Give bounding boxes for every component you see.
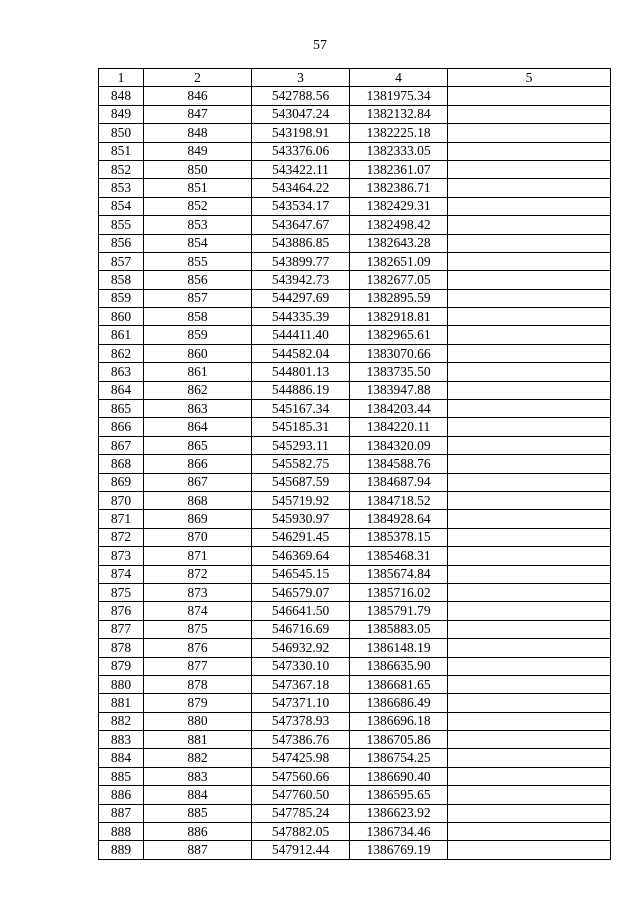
table-cell: 858: [144, 308, 252, 326]
table-cell: 872: [99, 528, 144, 546]
table-cell: 874: [144, 602, 252, 620]
table-cell: 546716.69: [252, 620, 350, 638]
table-cell: 849: [99, 105, 144, 123]
table-cell: 1382333.05: [350, 142, 448, 160]
table-row: [99, 179, 611, 197]
table-cell: 1385378.15: [350, 528, 448, 546]
table-cell: [448, 823, 611, 841]
table-cell: 866: [144, 455, 252, 473]
table-cell: 853: [144, 216, 252, 234]
table-row: [99, 160, 611, 178]
table-cell: 546579.07: [252, 583, 350, 601]
table-cell: 544801.13: [252, 363, 350, 381]
table-cell: [448, 179, 611, 197]
table-cell: 875: [99, 583, 144, 601]
table-cell: 848: [99, 87, 144, 105]
column-header: 1: [99, 69, 144, 87]
table-cell: 545167.34: [252, 400, 350, 418]
table-cell: 546291.45: [252, 528, 350, 546]
table-cell: 545930.97: [252, 510, 350, 528]
table-cell: 1384687.94: [350, 473, 448, 491]
table-cell: 884: [144, 786, 252, 804]
table-cell: 544411.40: [252, 326, 350, 344]
table-cell: 852: [99, 160, 144, 178]
table-cell: 856: [99, 234, 144, 252]
table-cell: 860: [99, 308, 144, 326]
table-cell: 850: [144, 160, 252, 178]
table-cell: 1386734.46: [350, 823, 448, 841]
table-cell: 885: [99, 767, 144, 785]
table-row: [99, 216, 611, 234]
table-cell: [448, 160, 611, 178]
table-cell: [448, 363, 611, 381]
table-cell: 859: [144, 326, 252, 344]
table-cell: 1382361.07: [350, 160, 448, 178]
table-cell: 870: [99, 491, 144, 509]
table-cell: 546641.50: [252, 602, 350, 620]
table-cell: 870: [144, 528, 252, 546]
table-row: [99, 823, 611, 841]
table-row: [99, 639, 611, 657]
table-cell: 1382498.42: [350, 216, 448, 234]
table-cell: [448, 841, 611, 859]
table-row: [99, 491, 611, 509]
table-cell: 862: [99, 344, 144, 362]
table-cell: 885: [144, 804, 252, 822]
table-row: [99, 602, 611, 620]
table-cell: 878: [144, 675, 252, 693]
table-cell: [448, 142, 611, 160]
table-cell: 1383070.66: [350, 344, 448, 362]
table-body: [99, 87, 611, 859]
table-cell: 543886.85: [252, 234, 350, 252]
table-row: [99, 455, 611, 473]
table-cell: 1382643.28: [350, 234, 448, 252]
table-row: [99, 400, 611, 418]
table-cell: 545719.92: [252, 491, 350, 509]
table-cell: 879: [99, 657, 144, 675]
column-header: 3: [252, 69, 350, 87]
table-cell: 1384320.09: [350, 436, 448, 454]
table-cell: 869: [99, 473, 144, 491]
table-cell: 880: [99, 675, 144, 693]
table-cell: 1386769.19: [350, 841, 448, 859]
table-cell: 889: [99, 841, 144, 859]
table-cell: 865: [144, 436, 252, 454]
table-cell: 544335.39: [252, 308, 350, 326]
table-cell: 544297.69: [252, 289, 350, 307]
table-cell: 864: [99, 381, 144, 399]
table-cell: 1385468.31: [350, 547, 448, 565]
table-cell: 547371.10: [252, 694, 350, 712]
table-row: [99, 308, 611, 326]
table-row: [99, 418, 611, 436]
table-cell: [448, 804, 611, 822]
table-cell: 855: [144, 252, 252, 270]
table-cell: 1382918.81: [350, 308, 448, 326]
table-header-row: [99, 69, 611, 87]
table-cell: 1382895.59: [350, 289, 448, 307]
table-cell: [448, 400, 611, 418]
table-row: [99, 767, 611, 785]
table-cell: 547330.10: [252, 657, 350, 675]
column-header: 5: [448, 69, 611, 87]
table-cell: 850: [99, 124, 144, 142]
table-cell: 1381975.34: [350, 87, 448, 105]
table-cell: 544582.04: [252, 344, 350, 362]
table-cell: 862: [144, 381, 252, 399]
table-row: [99, 583, 611, 601]
table-cell: 876: [99, 602, 144, 620]
table-cell: 542788.56: [252, 87, 350, 105]
table-cell: [448, 124, 611, 142]
table-cell: 865: [99, 400, 144, 418]
table-row: [99, 87, 611, 105]
table-cell: [448, 197, 611, 215]
table-cell: [448, 675, 611, 693]
table-cell: 547912.44: [252, 841, 350, 859]
table-cell: 1386595.65: [350, 786, 448, 804]
column-header: 4: [350, 69, 448, 87]
table-cell: 545185.31: [252, 418, 350, 436]
table-row: [99, 105, 611, 123]
table-row: [99, 234, 611, 252]
table-cell: 1385674.84: [350, 565, 448, 583]
table-cell: 886: [99, 786, 144, 804]
table-cell: [448, 583, 611, 601]
table-row: [99, 473, 611, 491]
table-cell: 1383947.88: [350, 381, 448, 399]
table-cell: 853: [99, 179, 144, 197]
table-cell: 545687.59: [252, 473, 350, 491]
table-cell: [448, 565, 611, 583]
table-cell: 1382225.18: [350, 124, 448, 142]
table-cell: 854: [144, 234, 252, 252]
table-cell: 888: [99, 823, 144, 841]
table-cell: [448, 712, 611, 730]
table-cell: 1384203.44: [350, 400, 448, 418]
table-cell: 543899.77: [252, 252, 350, 270]
table-cell: 851: [144, 179, 252, 197]
table-cell: 546932.92: [252, 639, 350, 657]
table-cell: 877: [144, 657, 252, 675]
table-row: [99, 565, 611, 583]
table-cell: 871: [144, 547, 252, 565]
table-cell: 543376.06: [252, 142, 350, 160]
table-cell: 886: [144, 823, 252, 841]
table-cell: 1382132.84: [350, 105, 448, 123]
table-cell: [448, 455, 611, 473]
table-cell: 854: [99, 197, 144, 215]
table-cell: 859: [99, 289, 144, 307]
table-cell: 881: [99, 694, 144, 712]
table-row: [99, 344, 611, 362]
table-cell: 1384588.76: [350, 455, 448, 473]
table-cell: 873: [144, 583, 252, 601]
table-cell: 547882.05: [252, 823, 350, 841]
table-cell: 547760.50: [252, 786, 350, 804]
table-cell: [448, 547, 611, 565]
table-cell: [448, 344, 611, 362]
table-cell: 874: [99, 565, 144, 583]
table-cell: 872: [144, 565, 252, 583]
table-cell: 848: [144, 124, 252, 142]
table-cell: [448, 510, 611, 528]
table-cell: [448, 271, 611, 289]
table-cell: 857: [99, 252, 144, 270]
table-cell: 543422.11: [252, 160, 350, 178]
table-cell: [448, 491, 611, 509]
table-cell: 543464.22: [252, 179, 350, 197]
table-cell: [448, 289, 611, 307]
table-cell: 1386705.86: [350, 731, 448, 749]
table-cell: [448, 639, 611, 657]
table-cell: 883: [99, 731, 144, 749]
table-cell: [448, 620, 611, 638]
table-row: [99, 142, 611, 160]
table-row: [99, 197, 611, 215]
table-cell: 1384928.64: [350, 510, 448, 528]
table-cell: 546545.15: [252, 565, 350, 583]
table-cell: 1382429.31: [350, 197, 448, 215]
table-row: [99, 804, 611, 822]
table-cell: 547785.24: [252, 804, 350, 822]
table-cell: [448, 767, 611, 785]
table-cell: 1384718.52: [350, 491, 448, 509]
table-cell: [448, 528, 611, 546]
table-cell: 1382651.09: [350, 252, 448, 270]
table-cell: 864: [144, 418, 252, 436]
table-cell: 543942.73: [252, 271, 350, 289]
table-row: [99, 657, 611, 675]
table-cell: 879: [144, 694, 252, 712]
table-cell: 880: [144, 712, 252, 730]
table-cell: 1386696.18: [350, 712, 448, 730]
table-cell: 1385883.05: [350, 620, 448, 638]
table-cell: 1386681.65: [350, 675, 448, 693]
table-row: [99, 786, 611, 804]
table-cell: 544886.19: [252, 381, 350, 399]
table-row: [99, 510, 611, 528]
table-cell: [448, 436, 611, 454]
table-cell: [448, 234, 611, 252]
table-cell: [448, 87, 611, 105]
table-cell: 860: [144, 344, 252, 362]
table-row: [99, 271, 611, 289]
table-cell: [448, 381, 611, 399]
table-cell: [448, 694, 611, 712]
table-cell: 867: [99, 436, 144, 454]
table-cell: 882: [99, 712, 144, 730]
table-row: [99, 326, 611, 344]
table-cell: 1386690.40: [350, 767, 448, 785]
table-cell: 1382677.05: [350, 271, 448, 289]
table-row: [99, 381, 611, 399]
table-cell: 546369.64: [252, 547, 350, 565]
table-cell: 547560.66: [252, 767, 350, 785]
table-cell: 1382386.71: [350, 179, 448, 197]
table-cell: 1383735.50: [350, 363, 448, 381]
table-cell: 856: [144, 271, 252, 289]
table-row: [99, 528, 611, 546]
table-cell: 877: [99, 620, 144, 638]
table-cell: [448, 602, 611, 620]
table-cell: 852: [144, 197, 252, 215]
table-cell: 1386623.92: [350, 804, 448, 822]
table-row: [99, 289, 611, 307]
table-cell: 1386686.49: [350, 694, 448, 712]
table-cell: 871: [99, 510, 144, 528]
table-cell: [448, 473, 611, 491]
column-header: 2: [144, 69, 252, 87]
table-row: [99, 841, 611, 859]
table-cell: 545293.11: [252, 436, 350, 454]
table-cell: 543047.24: [252, 105, 350, 123]
table-cell: 858: [99, 271, 144, 289]
table-cell: 1385791.79: [350, 602, 448, 620]
table-cell: 861: [144, 363, 252, 381]
table-row: [99, 620, 611, 638]
table-cell: 543198.91: [252, 124, 350, 142]
table-cell: 846: [144, 87, 252, 105]
table-cell: 849: [144, 142, 252, 160]
table-cell: [448, 731, 611, 749]
table-cell: 1386754.25: [350, 749, 448, 767]
table-cell: 547386.76: [252, 731, 350, 749]
table-row: [99, 749, 611, 767]
table-cell: 1386635.90: [350, 657, 448, 675]
table-cell: 883: [144, 767, 252, 785]
table-cell: 543534.17: [252, 197, 350, 215]
table-cell: 868: [144, 491, 252, 509]
table-cell: 884: [99, 749, 144, 767]
page-number: 57: [313, 38, 327, 53]
table-row: [99, 547, 611, 565]
table-cell: [448, 216, 611, 234]
table-row: [99, 675, 611, 693]
table-cell: 547425.98: [252, 749, 350, 767]
coordinates-table: [98, 68, 611, 860]
table-row: [99, 363, 611, 381]
table-cell: [448, 105, 611, 123]
table-row: [99, 436, 611, 454]
table-cell: [448, 308, 611, 326]
table-cell: 1382965.61: [350, 326, 448, 344]
table-cell: 887: [144, 841, 252, 859]
table-cell: 863: [144, 400, 252, 418]
table-cell: 857: [144, 289, 252, 307]
table-cell: 876: [144, 639, 252, 657]
table-cell: 851: [99, 142, 144, 160]
table-cell: 867: [144, 473, 252, 491]
table-cell: 887: [99, 804, 144, 822]
table-cell: 847: [144, 105, 252, 123]
table-cell: 1386148.19: [350, 639, 448, 657]
table-cell: 878: [99, 639, 144, 657]
table-cell: 547367.18: [252, 675, 350, 693]
table-cell: [448, 749, 611, 767]
table-cell: 861: [99, 326, 144, 344]
table-cell: [448, 786, 611, 804]
table-cell: 545582.75: [252, 455, 350, 473]
table-cell: [448, 252, 611, 270]
table-row: [99, 124, 611, 142]
table-cell: [448, 418, 611, 436]
table-cell: 873: [99, 547, 144, 565]
table-cell: 1384220.11: [350, 418, 448, 436]
table-row: [99, 694, 611, 712]
table-cell: 547378.93: [252, 712, 350, 730]
table-cell: 1385716.02: [350, 583, 448, 601]
table-row: [99, 252, 611, 270]
table-cell: [448, 657, 611, 675]
table-cell: 866: [99, 418, 144, 436]
table-cell: 875: [144, 620, 252, 638]
table-cell: 863: [99, 363, 144, 381]
table-cell: 855: [99, 216, 144, 234]
table-cell: 882: [144, 749, 252, 767]
table-row: [99, 731, 611, 749]
table-cell: 881: [144, 731, 252, 749]
table-cell: 868: [99, 455, 144, 473]
table-cell: [448, 326, 611, 344]
table-cell: 543647.67: [252, 216, 350, 234]
table-cell: 869: [144, 510, 252, 528]
table-row: [99, 712, 611, 730]
